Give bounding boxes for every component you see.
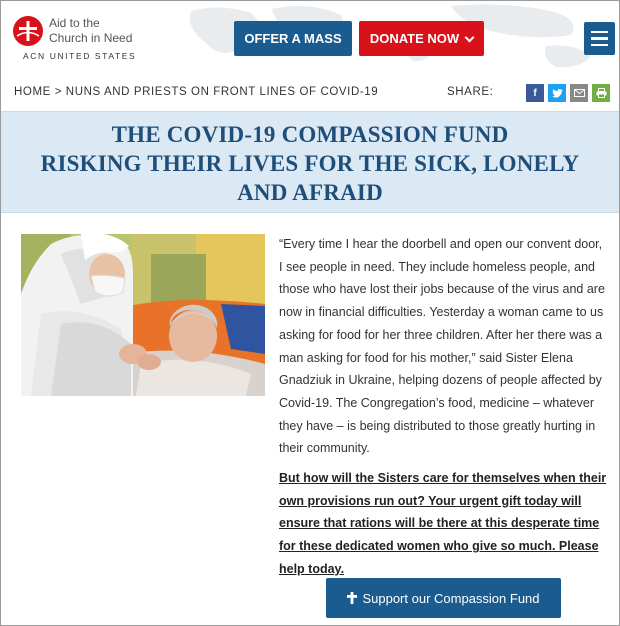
title-line-2: RISKING THEIR LIVES FOR THE SICK, LONELY (40, 151, 580, 176)
title-line-3: AND AFRAID (237, 180, 383, 205)
print-icon[interactable] (592, 84, 610, 102)
menu-bar (591, 37, 608, 40)
logo-subtitle: ACN UNITED STATES (23, 51, 137, 61)
menu-bar (591, 31, 608, 34)
site-header (1, 1, 619, 75)
appeal-text[interactable]: But how will the Sisters care for themselves when their own provisions run out? Your urgent gift today will ensure that rations will be there at this desperate time for these dedicated women who give so much. Please help today. (279, 471, 607, 576)
page-title (1, 120, 619, 207)
donate-now-button[interactable] (359, 21, 484, 56)
breadcrumb[interactable]: HOME > NUNS AND PRIESTS ON FRONT LINES OF COVID-19 (14, 86, 379, 98)
support-button-label: Support our Compassion Fund (362, 590, 540, 606)
share-label: SHARE: (447, 86, 494, 98)
logo-line-2: Church in Need (49, 31, 133, 45)
logo-wordmark (49, 16, 132, 46)
hamburger-menu-button[interactable] (584, 22, 615, 55)
support-compassion-fund-button[interactable] (326, 578, 561, 618)
article-body: “Every time I hear the doorbell and open our convent door, I see people in need. They include homeless people, and those who have lost their jobs because of the virus and are now in financial difficulties. Yesterday a woman came to us asking for food for her three children. After her there was a man asking for food for his mother,” said Sister Elena Gnadziuk in Ukraine, helping dozens of people affected by Covid-19. The Congregation’s food, medicine – whatever they have – is being distributed to those greatly hurting in their community. (279, 237, 605, 456)
breadcrumb-bar (1, 75, 619, 111)
title-band (1, 111, 619, 213)
facebook-icon[interactable]: f (526, 84, 544, 102)
share-icons (526, 84, 610, 102)
acn-logo[interactable] (13, 16, 132, 46)
cross-icon (347, 592, 357, 604)
acn-cross-logo-icon (13, 16, 43, 46)
menu-bar (591, 44, 608, 47)
offer-a-mass-button[interactable]: OFFER A MASS (234, 21, 352, 56)
logo-line-1: Aid to the (49, 16, 100, 30)
nun-with-patient-photo (21, 234, 265, 396)
title-line-1: THE COVID-19 COMPASSION FUND (111, 122, 509, 147)
donate-now-label: DONATE NOW (369, 31, 460, 46)
twitter-icon[interactable] (548, 84, 566, 102)
email-icon[interactable] (570, 84, 588, 102)
chevron-down-icon (465, 32, 475, 42)
